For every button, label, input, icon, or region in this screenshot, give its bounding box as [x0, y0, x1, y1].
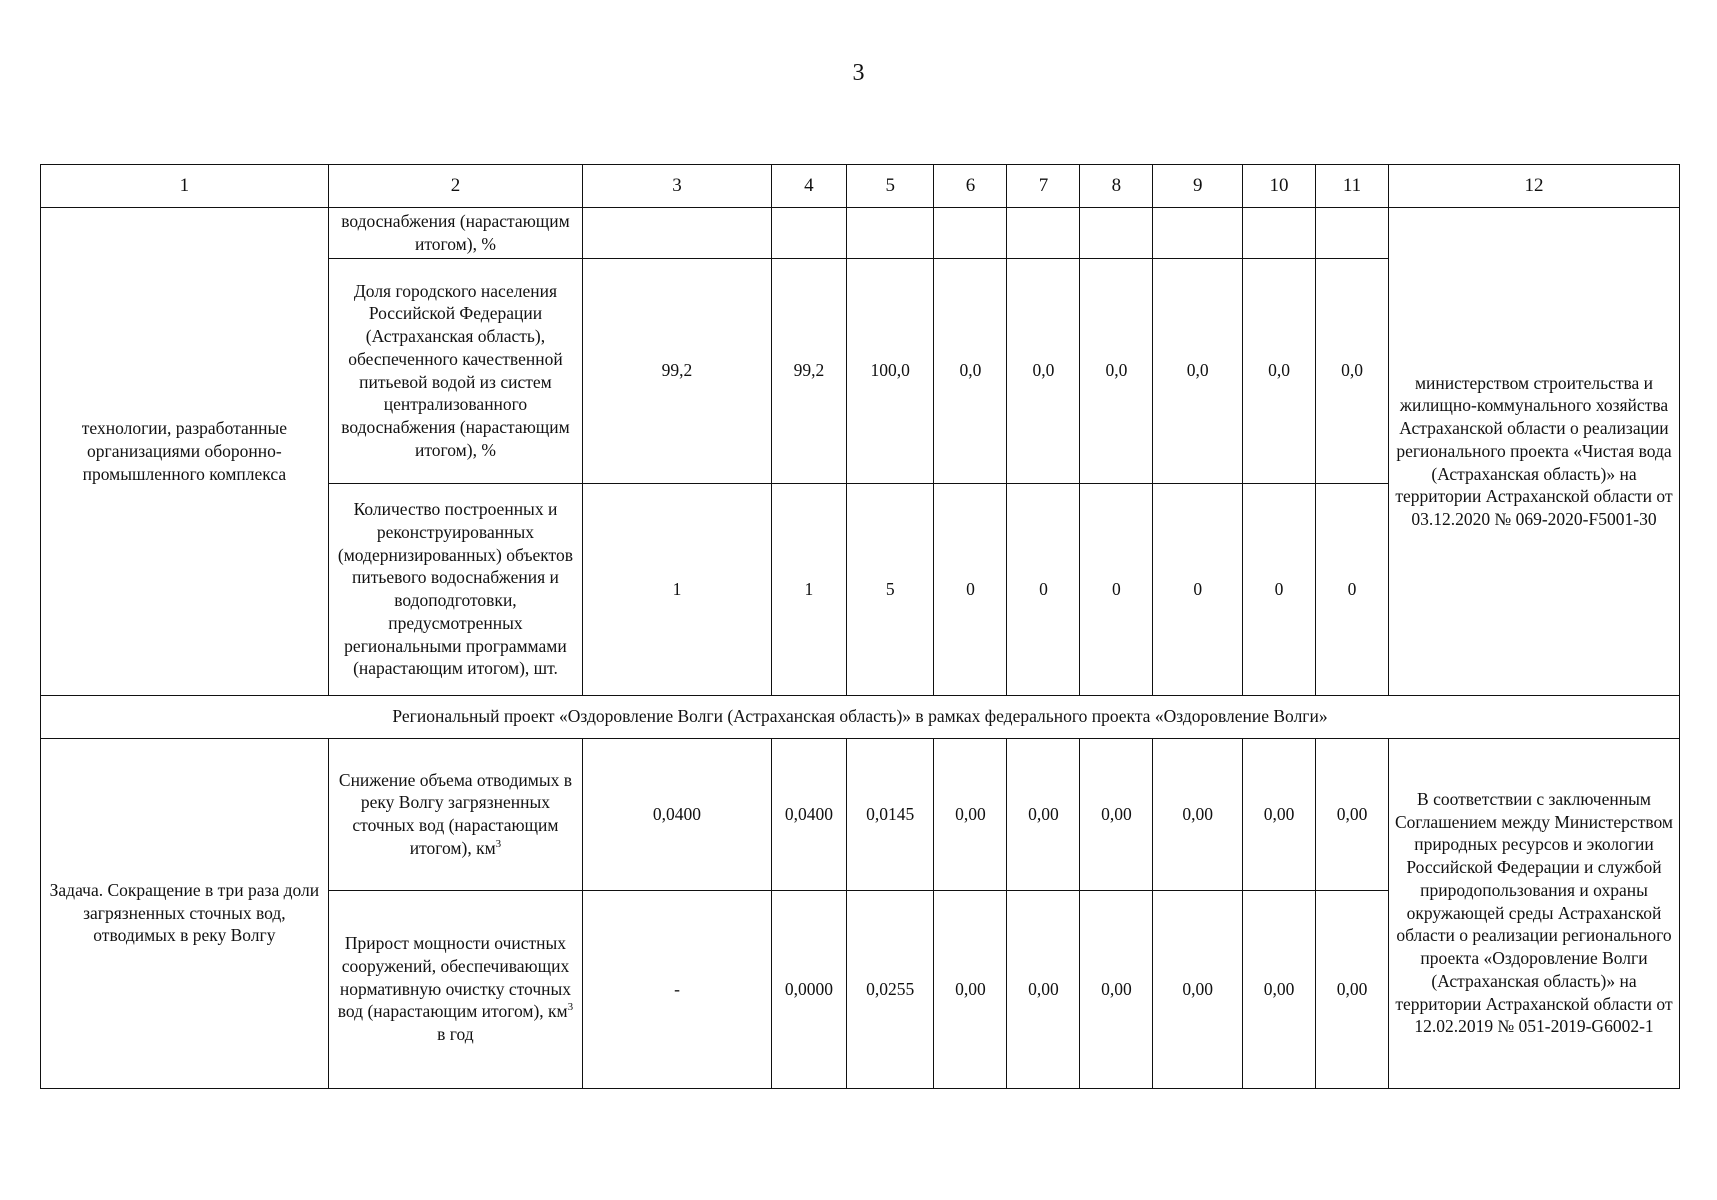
value-cell: 0,00 — [1080, 890, 1153, 1088]
header-cell: 12 — [1388, 165, 1679, 208]
value-cell: 0,00 — [1243, 738, 1316, 890]
value-cell: 0,00 — [1316, 738, 1389, 890]
value-cell: 0,0 — [1007, 258, 1080, 483]
value-cell: 0,00 — [1153, 890, 1243, 1088]
indicator-cell — [328, 890, 582, 1088]
header-cell: 1 — [41, 165, 329, 208]
value-cell: 0,00 — [1007, 890, 1080, 1088]
value-cell: 0,00 — [1243, 890, 1316, 1088]
header-cell: 2 — [328, 165, 582, 208]
goal-cell: технологии, разработанные организациями оборонно-промышленного комплекса — [41, 208, 329, 696]
basis-cell: министерством строительства и жилищно-коммунального хозяйства Астраханской области о реализации регионального проекта «Чистая вода (Астраханская область)» на территории Астраханской области от 03.12.2020 № 069-2020-F5001-30 — [1388, 208, 1679, 696]
indicator-cell: Доля городского населения Российской Федерации (Астраханская область), обеспеченного качественной питьевой водой из систем централизованного водоснабжения (нарастающим итогом), % — [328, 258, 582, 483]
value-cell: 0,0255 — [846, 890, 934, 1088]
value-cell: 0,00 — [1080, 738, 1153, 890]
basis-cell: В соответствии с заключенным Соглашением между Министерством природных ресурсов и экологии Российской Федерации и службой природопользования и охраны окружающей среды Астраханской области о реализации регионального проекта «Оздоровление Волги (Астраханская область)» на территории Астраханской области от 12.02.2019 № 051-2019-G6002-1 — [1388, 738, 1679, 1088]
value-cell: 0 — [1080, 483, 1153, 695]
value-cell — [1153, 208, 1243, 259]
header-cell: 8 — [1080, 165, 1153, 208]
indicator-cell — [328, 738, 582, 890]
value-cell: 0,0400 — [583, 738, 772, 890]
value-cell: 0,0400 — [771, 738, 846, 890]
value-cell: 0 — [1316, 483, 1389, 695]
header-cell: 10 — [1243, 165, 1316, 208]
value-cell: 0,0 — [1316, 258, 1389, 483]
value-cell: 100,0 — [846, 258, 934, 483]
indicator-tail: в год — [437, 1024, 474, 1045]
task-cell: Задача. Сокращение в три раза доли загрязненных сточных вод, отводимых в реку Волгу — [41, 738, 329, 1088]
header-cell: 6 — [934, 165, 1007, 208]
value-cell: 99,2 — [583, 258, 772, 483]
section-title: Региональный проект «Оздоровление Волги (Астраханская область)» в рамках федерального проекта «Оздоровление Волги» — [41, 695, 1680, 738]
value-cell: 0 — [934, 483, 1007, 695]
value-cell — [771, 208, 846, 259]
value-cell: - — [583, 890, 772, 1088]
value-cell: 99,2 — [771, 258, 846, 483]
unit-superscript: 3 — [567, 1001, 574, 1014]
value-cell: 0,00 — [1007, 738, 1080, 890]
value-cell: 0 — [1243, 483, 1316, 695]
value-cell: 0 — [1007, 483, 1080, 695]
header-cell: 3 — [583, 165, 772, 208]
indicators-table — [40, 164, 1680, 1089]
value-cell — [1243, 208, 1316, 259]
indicator-text: Прирост мощности очистных сооружений, обеспечивающих нормативную очистку сточных вод (нарастающим итогом), км — [337, 933, 571, 1022]
table-row — [41, 738, 1680, 890]
header-cell: 11 — [1316, 165, 1389, 208]
indicator-cell: Количество построенных и реконструированных (модернизированных) объектов питьевого водоснабжения и водоподготовки, предусмотренных региональными программами (нарастающим итогом), шт. — [328, 483, 582, 695]
value-cell: 0,00 — [934, 738, 1007, 890]
value-cell: 0,00 — [934, 890, 1007, 1088]
value-cell: 0,0 — [1243, 258, 1316, 483]
value-cell: 1 — [771, 483, 846, 695]
value-cell — [934, 208, 1007, 259]
section-row — [41, 695, 1680, 738]
header-cell: 5 — [846, 165, 934, 208]
header-cell: 9 — [1153, 165, 1243, 208]
value-cell: 0,0 — [1153, 258, 1243, 483]
table-row — [41, 208, 1680, 259]
value-cell: 0 — [1153, 483, 1243, 695]
value-cell — [1007, 208, 1080, 259]
value-cell — [1080, 208, 1153, 259]
header-cell: 4 — [771, 165, 846, 208]
value-cell: 0,00 — [1316, 890, 1389, 1088]
header-row — [41, 165, 1680, 208]
page-number: 3 — [852, 60, 865, 86]
value-cell: 0,00 — [1153, 738, 1243, 890]
value-cell — [1316, 208, 1389, 259]
indicator-cell: водоснабжения (нарастающим итогом), % — [328, 208, 582, 259]
value-cell: 0,0000 — [771, 890, 846, 1088]
value-cell — [583, 208, 772, 259]
indicator-text: Снижение объема отводимых в реку Волгу загрязненных сточных вод (нарастающим итогом), км — [338, 769, 572, 858]
value-cell — [846, 208, 934, 259]
value-cell: 0,0 — [934, 258, 1007, 483]
header-cell: 7 — [1007, 165, 1080, 208]
value-cell: 0,0 — [1080, 258, 1153, 483]
unit-superscript: 3 — [495, 837, 502, 850]
value-cell: 5 — [846, 483, 934, 695]
value-cell: 0,0145 — [846, 738, 934, 890]
value-cell: 1 — [583, 483, 772, 695]
